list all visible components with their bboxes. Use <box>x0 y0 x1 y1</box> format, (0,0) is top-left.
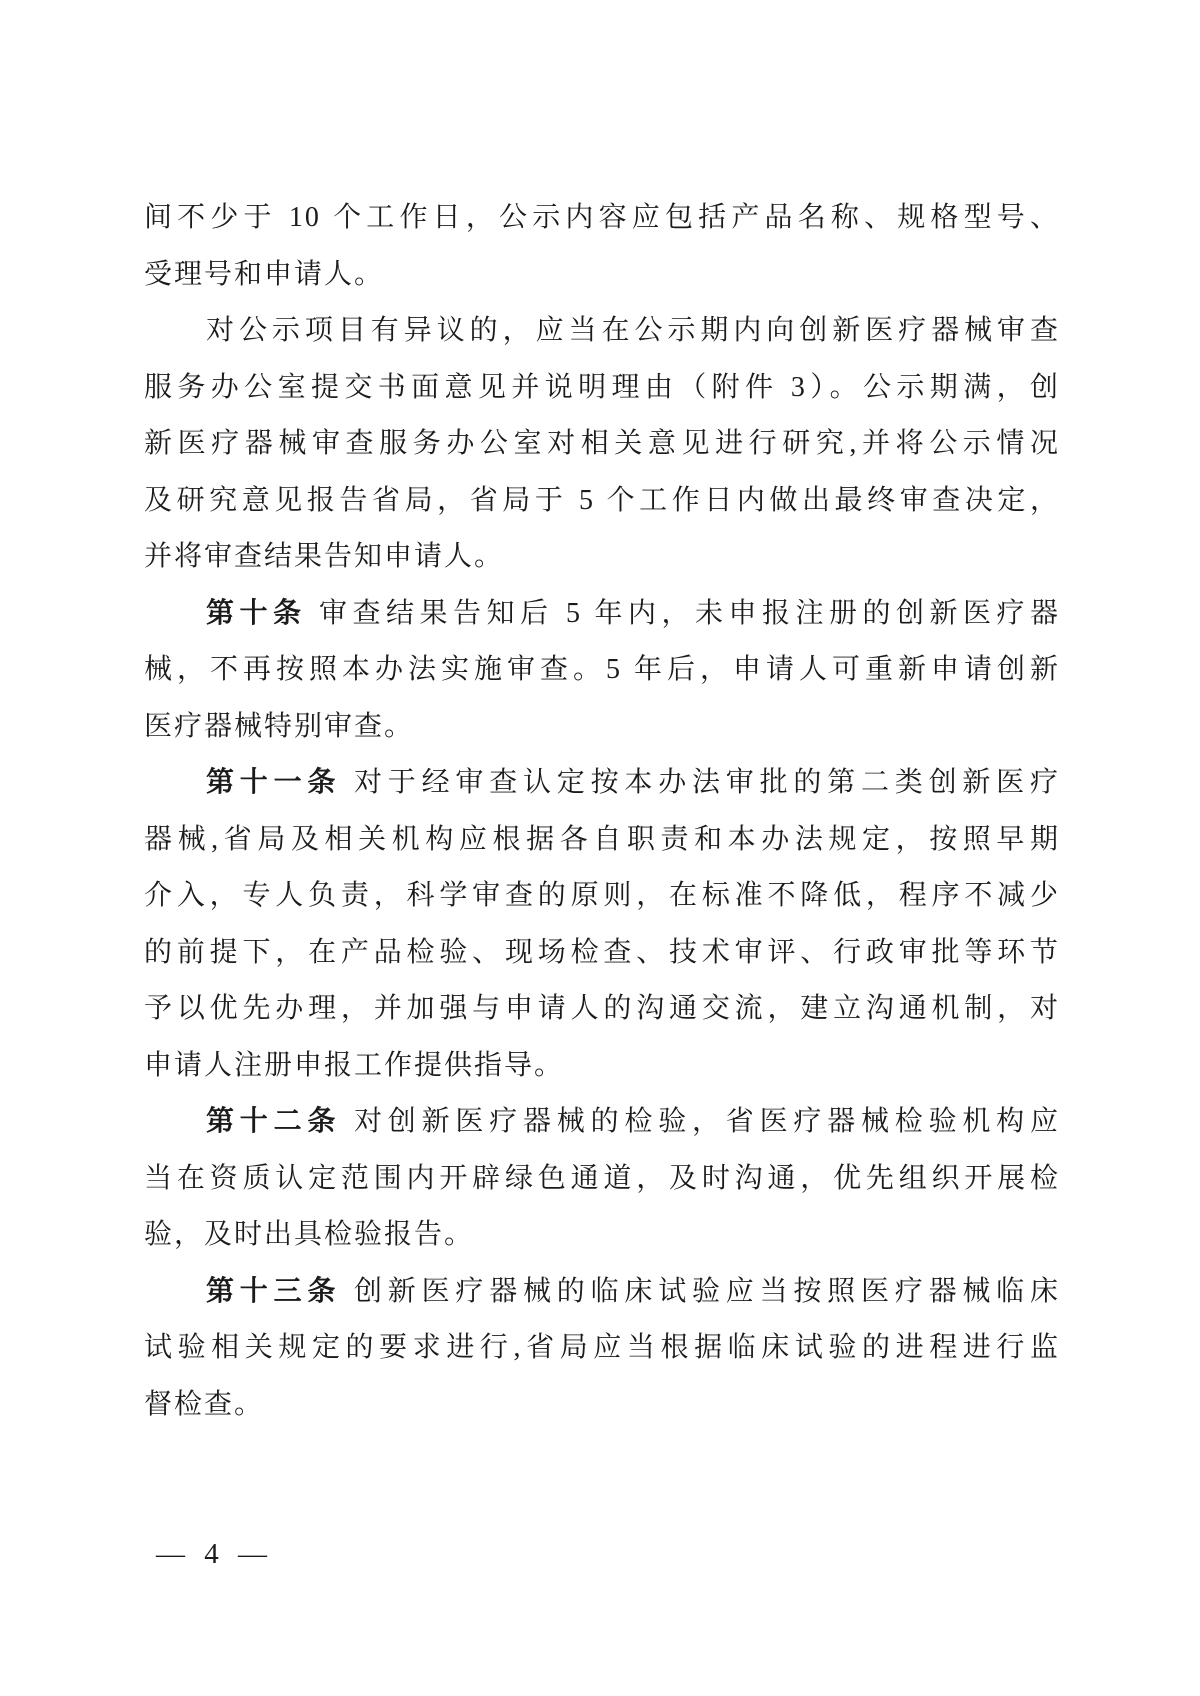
line-text: 验，及时出具检验报告。 <box>144 1219 475 1250</box>
line-text: 医疗器械特别审查。 <box>144 710 415 742</box>
text-line <box>144 1094 1060 1151</box>
text-line <box>144 529 1060 586</box>
text-line <box>144 1320 1060 1377</box>
text-line <box>144 190 1060 247</box>
line-text: 并将审查结果告知申请人。 <box>144 541 505 572</box>
line-text: 服务办公室提交书面意见并说明理由（附件 3）。公示期满，创 <box>144 371 1060 403</box>
text-line <box>144 699 1060 756</box>
line-text: 对创新医疗器械的检验，省医疗器械检验机构应 <box>341 1106 1060 1137</box>
article-number: 第十条 <box>206 597 307 629</box>
page-number: — 4 — <box>156 1538 273 1570</box>
line-text: 对公示项目有异议的，应当在公示期内向创新医疗器械审查 <box>206 315 1060 346</box>
article-number: 第十二条 <box>206 1106 342 1137</box>
text-line <box>144 1207 1060 1264</box>
line-text: 督检查。 <box>144 1388 265 1420</box>
text-line <box>144 642 1060 699</box>
line-text: 审查结果告知后 5 年内，未申报注册的创新医疗器 <box>306 597 1060 629</box>
line-text: 介入，专人负责，科学审查的原则，在标准不降低，程序不减少 <box>144 880 1060 911</box>
text-line <box>144 360 1060 417</box>
line-text: 对于经审查认定按本办法审批的第二类创新医疗 <box>341 767 1060 798</box>
text-line <box>144 812 1060 869</box>
line-text: 试验相关规定的要求进行,省局应当根据临床试验的进程进行监 <box>144 1332 1060 1363</box>
text-line <box>144 1038 1060 1095</box>
text-line <box>144 303 1060 360</box>
line-text: 的前提下，在产品检验、现场检查、技术审评、行政审批等环节 <box>144 936 1060 968</box>
article-number: 第十一条 <box>206 767 342 798</box>
line-text: 间不少于 10 个工作日，公示内容应包括产品名称、规格型号、 <box>144 202 1060 233</box>
text-line <box>144 1151 1060 1208</box>
page-footer <box>156 1538 273 1571</box>
line-text: 申请人注册申报工作提供指导。 <box>144 1049 565 1081</box>
text-line <box>144 247 1060 304</box>
text-line <box>144 1264 1060 1321</box>
text-line <box>144 473 1060 530</box>
line-text: 新医疗器械审查服务办公室对相关意见进行研究,并将公示情况 <box>144 428 1060 459</box>
text-line <box>144 925 1060 982</box>
document-body <box>144 190 1060 1433</box>
line-text: 受理号和申请人。 <box>144 258 385 290</box>
line-text: 械，不再按照本办法实施审查。5 年后，申请人可重新申请创新 <box>144 654 1060 685</box>
line-text: 器械,省局及相关机构应根据各自职责和本办法规定，按照早期 <box>144 823 1060 855</box>
text-line <box>144 755 1060 812</box>
line-text: 予以优先办理，并加强与申请人的沟通交流，建立沟通机制，对 <box>144 993 1060 1024</box>
line-text: 创新医疗器械的临床试验应当按照医疗器械临床 <box>341 1275 1060 1307</box>
text-line <box>144 981 1060 1038</box>
text-line <box>144 868 1060 925</box>
article-number: 第十三条 <box>206 1275 342 1307</box>
text-line <box>144 1377 1060 1434</box>
text-line <box>144 416 1060 473</box>
line-text: 当在资质认定范围内开辟绿色通道，及时沟通，优先组织开展检 <box>144 1162 1060 1194</box>
text-line <box>144 586 1060 643</box>
line-text: 及研究意见报告省局，省局于 5 个工作日内做出最终审查决定， <box>144 484 1060 516</box>
